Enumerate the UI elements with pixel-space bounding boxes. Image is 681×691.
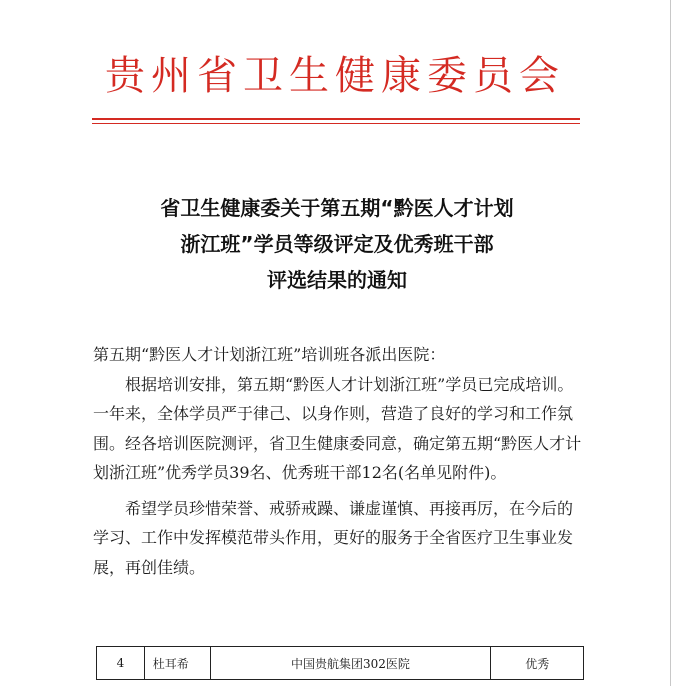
page-edge-line <box>670 0 671 691</box>
notice-title-line-2: 浙江班”学员等级评定及优秀班干部 <box>180 232 494 256</box>
header-red-rule-thick <box>92 118 580 120</box>
notice-title-line-1: 省卫生健康委关于第五期“黔医人才计划 <box>160 196 514 220</box>
page-bottom-margin <box>0 686 681 691</box>
header-red-rule-thin <box>92 123 580 124</box>
table-cell-number: 4 <box>97 647 145 679</box>
organization-header: 贵州省卫生健康委员会 <box>105 53 565 99</box>
paragraph-1: 根据培训安排，第五期“黔医人才计划浙江班”学员已完成培训。一年来，全体学员严于律己、以身作则，营造了良好的学习和工作氛围。经各培训医院测评，省卫生健康委同意，确定第五期“黔医人才计划浙江班”优秀学员39名、优秀班干部12名(名单见附件)。 <box>93 374 582 482</box>
notice-title-line-3: 评选结果的通知 <box>267 268 407 292</box>
salutation: 第五期“黔医人才计划浙江班”培训班各派出医院： <box>93 345 446 364</box>
table-cell-name: 杜耳希 <box>145 647 211 679</box>
attachment-table-row <box>96 646 584 680</box>
notice-title <box>92 190 582 298</box>
table-cell-rating: 优秀 <box>525 656 550 671</box>
paragraph-2: 希望学员珍惜荣誉、戒骄戒躁、谦虚谨慎、再接再厉，在今后的学习、工作中发挥模范带头作用，更好的服务于全省医疗卫生事业发展，再创佳绩。 <box>93 498 574 577</box>
notice-body <box>93 340 585 582</box>
table-cell-hospital: 中国贵航集团302医院 <box>211 647 492 679</box>
